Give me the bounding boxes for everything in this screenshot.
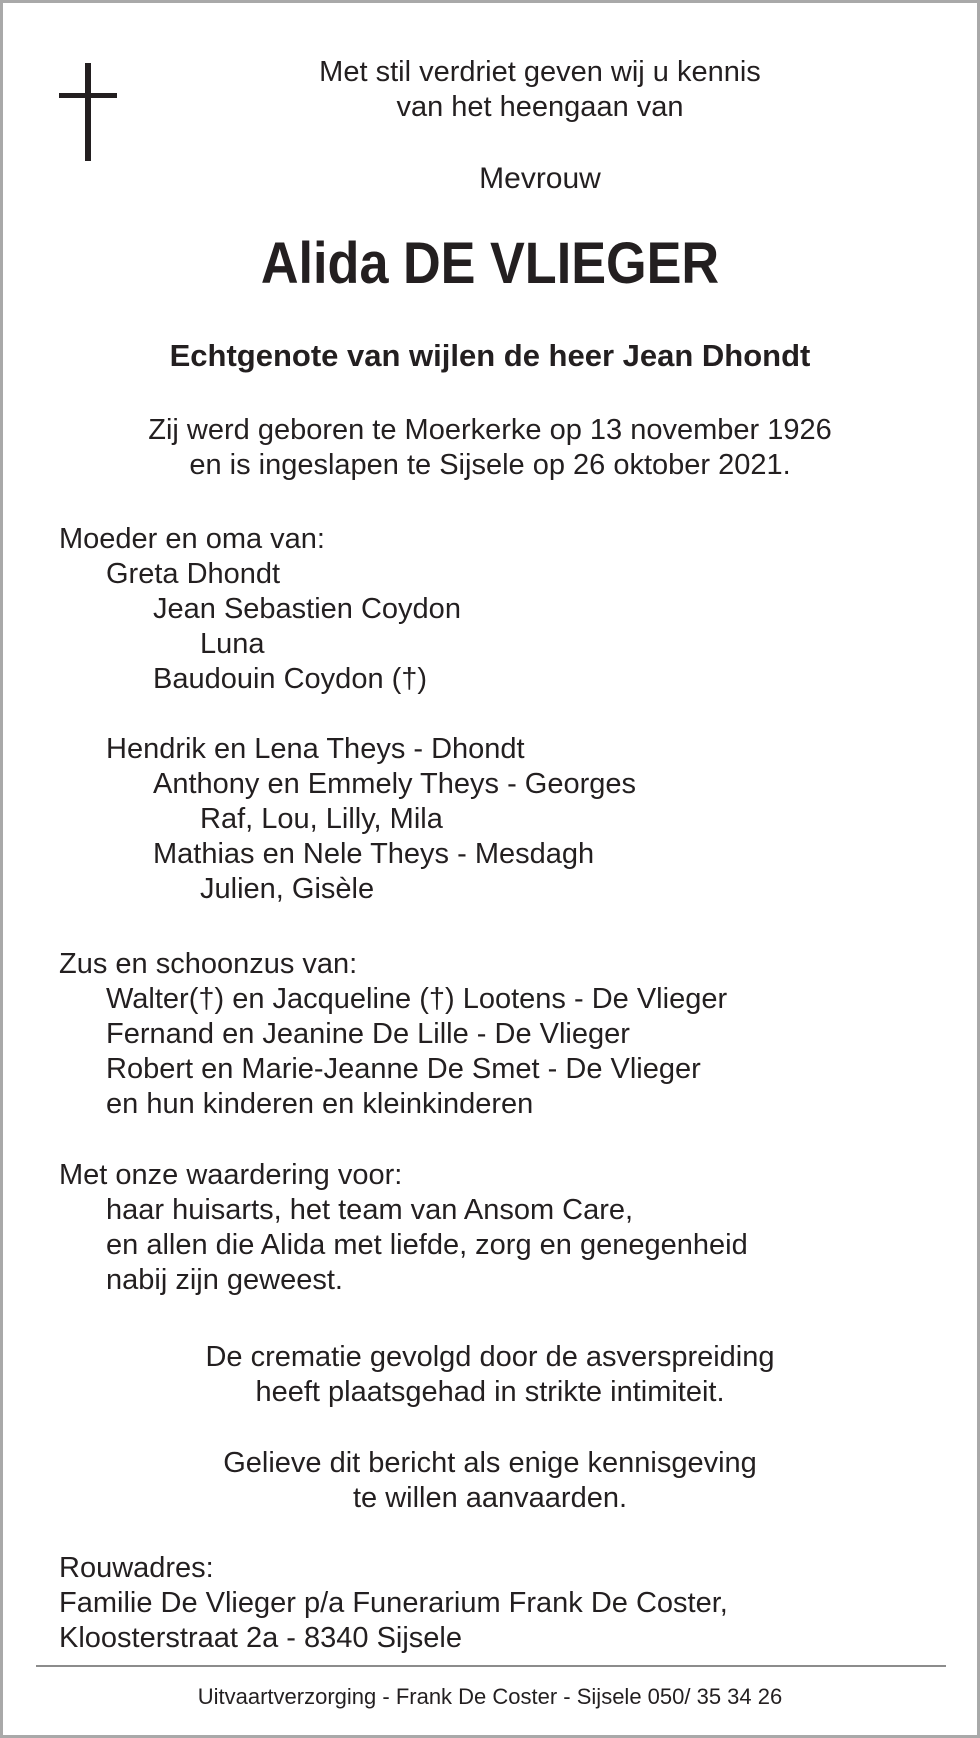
salutation: Mevrouw	[479, 162, 601, 195]
sibling-line: en hun kinderen en kleinkinderen	[106, 1088, 534, 1120]
deceased-name: Alida DE VLIEGER	[260, 231, 720, 296]
siblings-heading: Zus en schoonzus van:	[59, 948, 358, 980]
spouse-line: Echtgenote van wijlen de heer Jean Dhondt	[169, 338, 811, 373]
cremation-text	[3, 1340, 977, 1410]
birth-death-text	[3, 413, 977, 483]
birth-line: Zij werd geboren te Moerkerke op 13 november 1926	[148, 414, 832, 446]
family-member: Greta Dhondt	[106, 558, 281, 590]
sibling-line: Robert en Marie-Jeanne De Smet - De Vlieger	[106, 1053, 701, 1085]
family-member: Mathias en Nele Theys - Mesdagh	[153, 838, 595, 870]
death-line: en is ingeslapen te Sijsele op 26 oktober 2021.	[189, 449, 791, 481]
intro-text	[53, 55, 980, 125]
address-heading: Rouwadres:	[59, 1552, 214, 1584]
footer-divider	[36, 1665, 946, 1667]
family-member: Jean Sebastien Coydon	[153, 593, 461, 625]
thanks-line: nabij zijn geweest.	[106, 1264, 343, 1296]
address-section	[59, 1551, 728, 1656]
family-member: Hendrik en Lena Theys - Dhondt	[106, 733, 525, 765]
family-member: Baudouin Coydon (†)	[153, 663, 428, 695]
address-line: Kloosterstraat 2a - 8340 Sijsele	[59, 1622, 462, 1654]
intro-line: van het heengaan van	[396, 91, 684, 123]
cremation-line: De crematie gevolgd door de asverspreiding	[205, 1341, 775, 1373]
family-member: Luna	[200, 628, 265, 660]
notice-text	[3, 1446, 977, 1516]
address-line: Familie De Vlieger p/a Funerarium Frank De Coster,	[59, 1587, 728, 1619]
thanks-heading: Met onze waardering voor:	[59, 1159, 403, 1191]
footer-text: Uitvaartverzorging - Frank De Coster - Sijsele 050/ 35 34 26	[197, 1684, 783, 1709]
intro-line: Met stil verdriet geven wij u kennis	[319, 56, 761, 88]
cremation-line: heeft plaatsgehad in strikte intimiteit.	[255, 1376, 725, 1408]
sibling-line: Walter(†) en Jacqueline (†) Lootens - De Vlieger	[106, 983, 728, 1015]
family-member: Anthony en Emmely Theys - Georges	[153, 768, 637, 800]
family-member: Raf, Lou, Lilly, Mila	[200, 803, 443, 835]
family-member: Julien, Gisèle	[200, 873, 375, 905]
thanks-line: haar huisarts, het team van Ansom Care,	[106, 1194, 634, 1226]
thanks-line: en allen die Alida met liefde, zorg en genegenheid	[106, 1229, 748, 1261]
notice-line: te willen aanvaarden.	[352, 1482, 628, 1514]
family-section	[59, 522, 636, 907]
sibling-line: Fernand en Jeanine De Lille - De Vlieger	[106, 1018, 630, 1050]
family-heading: Moeder en oma van:	[59, 523, 325, 555]
notice-line: Gelieve dit bericht als enige kennisgeving	[223, 1447, 757, 1479]
thanks-section	[59, 1158, 748, 1298]
siblings-section	[59, 947, 727, 1122]
